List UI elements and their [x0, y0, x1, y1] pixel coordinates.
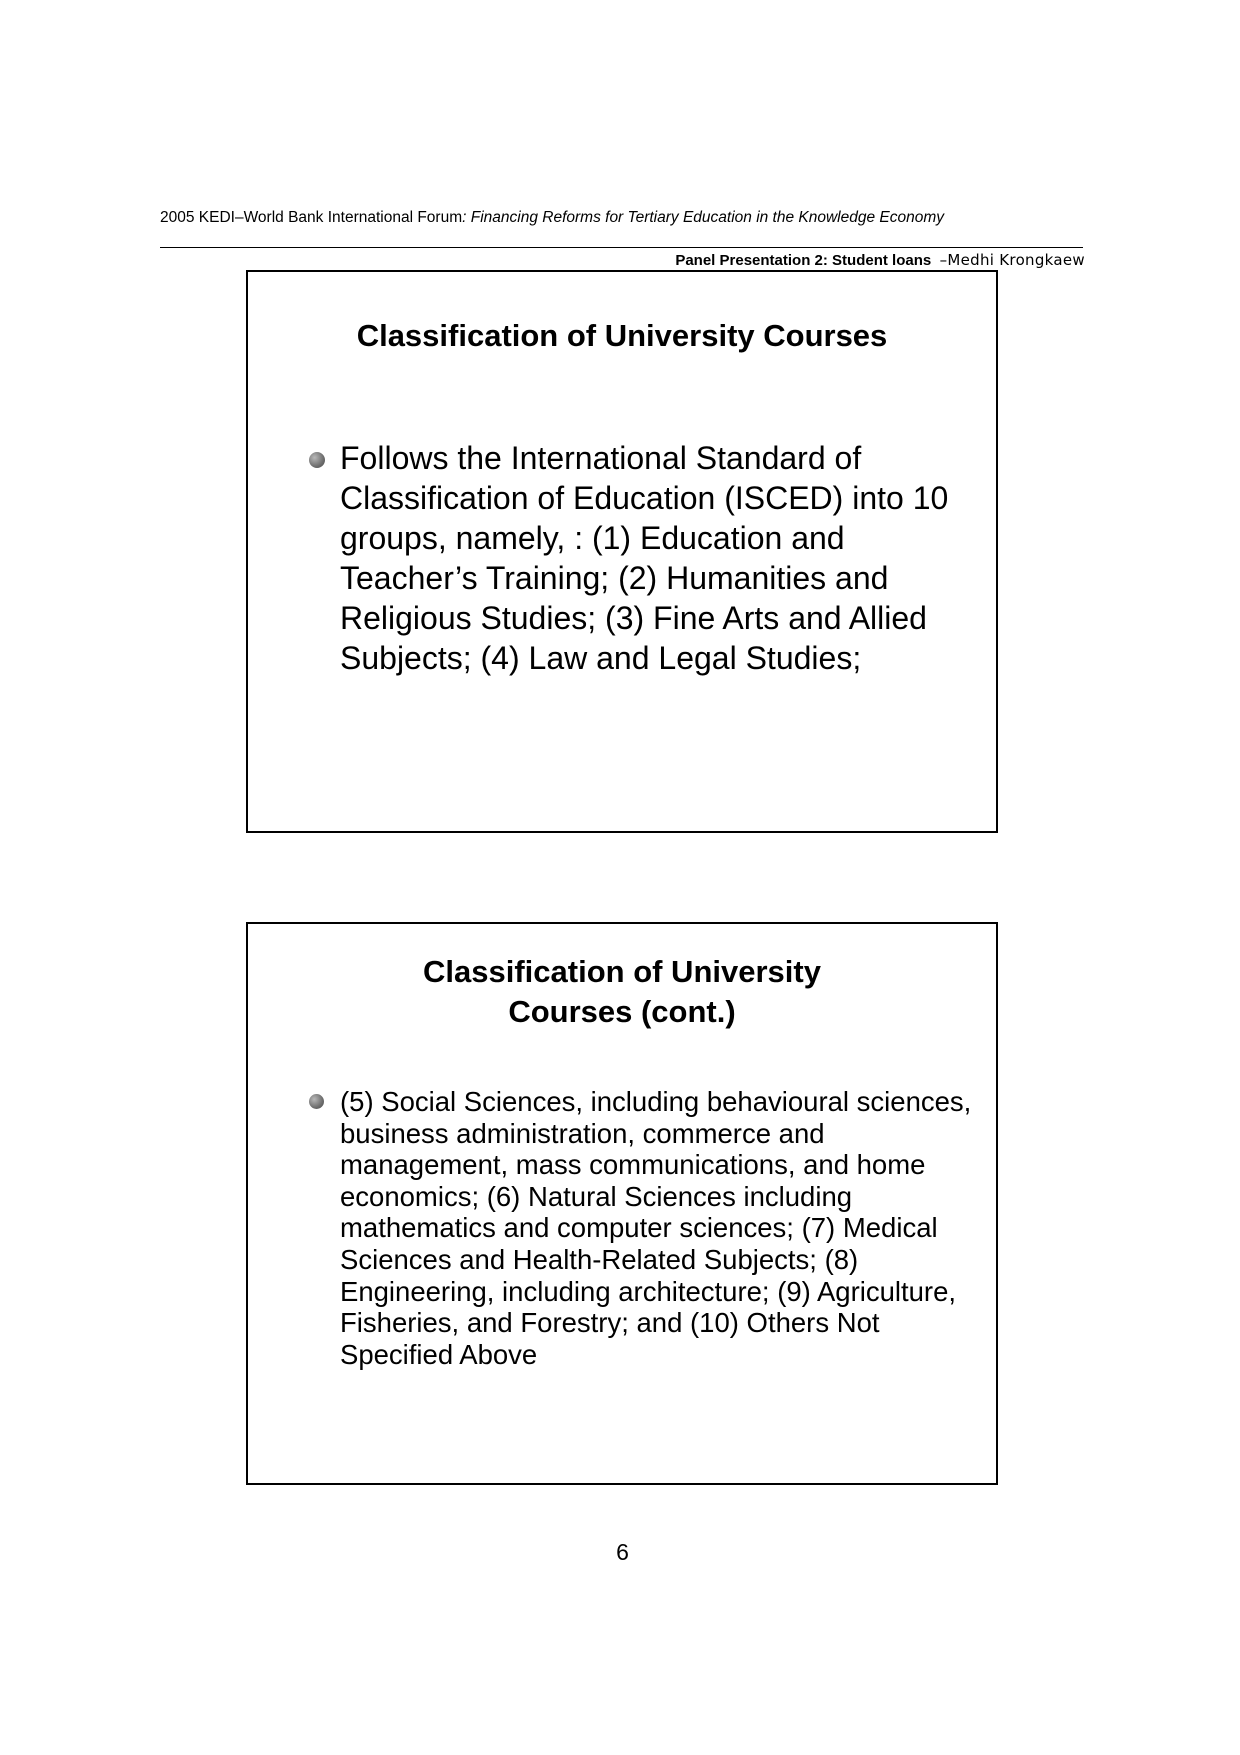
header-rule [160, 247, 1083, 248]
page-number: 6 [616, 1539, 629, 1565]
bullet-text: (5) Social Sciences, including behavioural sciences, business administration, commerce and management, mass communications, and home economics; (6) Natural Sciences including mathematics and computer sciences; (7) Medical Sciences and Health-Related Subjects; (8) Engineering, including architecture; (9) Agriculture, Fisheries, and Forestry; and (10) Others Not Specified Above [340, 1086, 972, 1370]
running-subheader [675, 251, 1085, 269]
forum-theme: Financing Reforms for Tertiary Education in the Knowledge Economy [470, 209, 945, 226]
slide-2 [246, 922, 998, 1485]
slide-title: Classification of University Courses [356, 318, 888, 353]
slide-1 [246, 270, 998, 833]
bullet-item [309, 1086, 972, 1370]
bullet-item [309, 438, 956, 678]
panel-title: Panel Presentation 2: Student loans [675, 252, 932, 269]
running-header [160, 209, 944, 227]
slide-title: Classification of University Courses (cont.) [423, 954, 821, 1029]
forum-name: 2005 KEDI–World Bank International Forum [160, 209, 463, 226]
author-name: –Medhi Krongkaew [939, 251, 1085, 269]
bullet-icon [309, 1094, 324, 1109]
bullet-icon [309, 452, 325, 468]
bullet-text: Follows the International Standard of Classification of Education (ISCED) into 10 groups, namely, : (1) Education and Teacher’s Training; (2) Humanities and Religious Studies; (3) Fine Arts and Allied Subjects; (4) Law and Legal Studies; [340, 440, 949, 676]
header-separator: : [462, 209, 471, 226]
